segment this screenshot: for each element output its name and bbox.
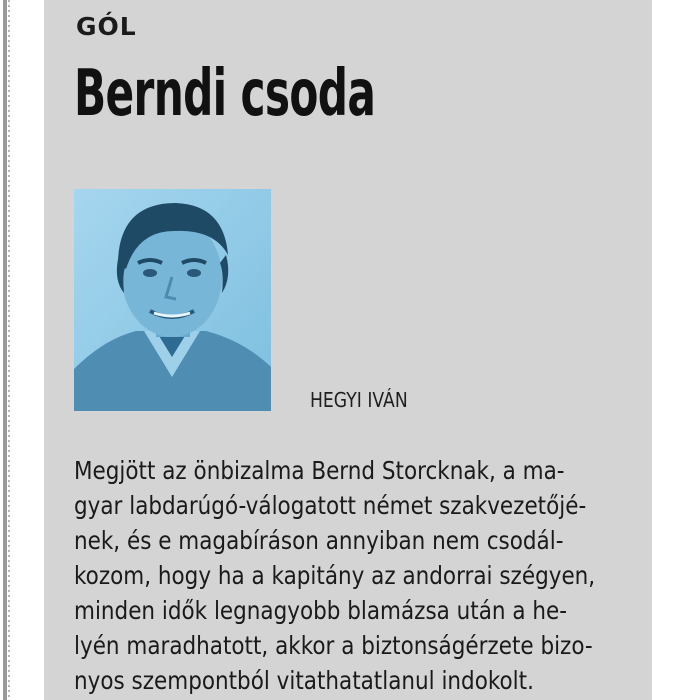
body-line: kozom, hogy ha a kapitány az andorrai szégyen, — [74, 561, 596, 590]
left-column-rule — [3, 0, 7, 700]
body-line: nyos szempontból vitathatatlanul indokolt. — [74, 666, 534, 695]
opinion-column — [44, 0, 652, 700]
body-line: nek, és e magabíráson annyiban nem csodál- — [74, 526, 564, 555]
body-line: Megjött az önbizalma Bernd Storcknak, a ma- — [74, 456, 565, 485]
author-photo — [74, 189, 271, 411]
headline: Berndi csoda — [74, 57, 376, 131]
article-body — [74, 453, 634, 698]
author-portrait-image — [74, 189, 271, 411]
left-column-dotted-rule — [8, 0, 10, 700]
body-line: gyar labdarúgó-válogatott német szakvezetőjé- — [74, 491, 587, 520]
section-label: GÓL — [76, 12, 137, 41]
body-line: minden idők legnagyobb blamázsa után a he- — [74, 596, 567, 625]
author-byline: HEGYI IVÁN — [310, 388, 408, 412]
body-line: lyén maradhatott, akkor a biztonságérzete bizo- — [74, 631, 593, 660]
page-margin-right — [666, 0, 674, 700]
